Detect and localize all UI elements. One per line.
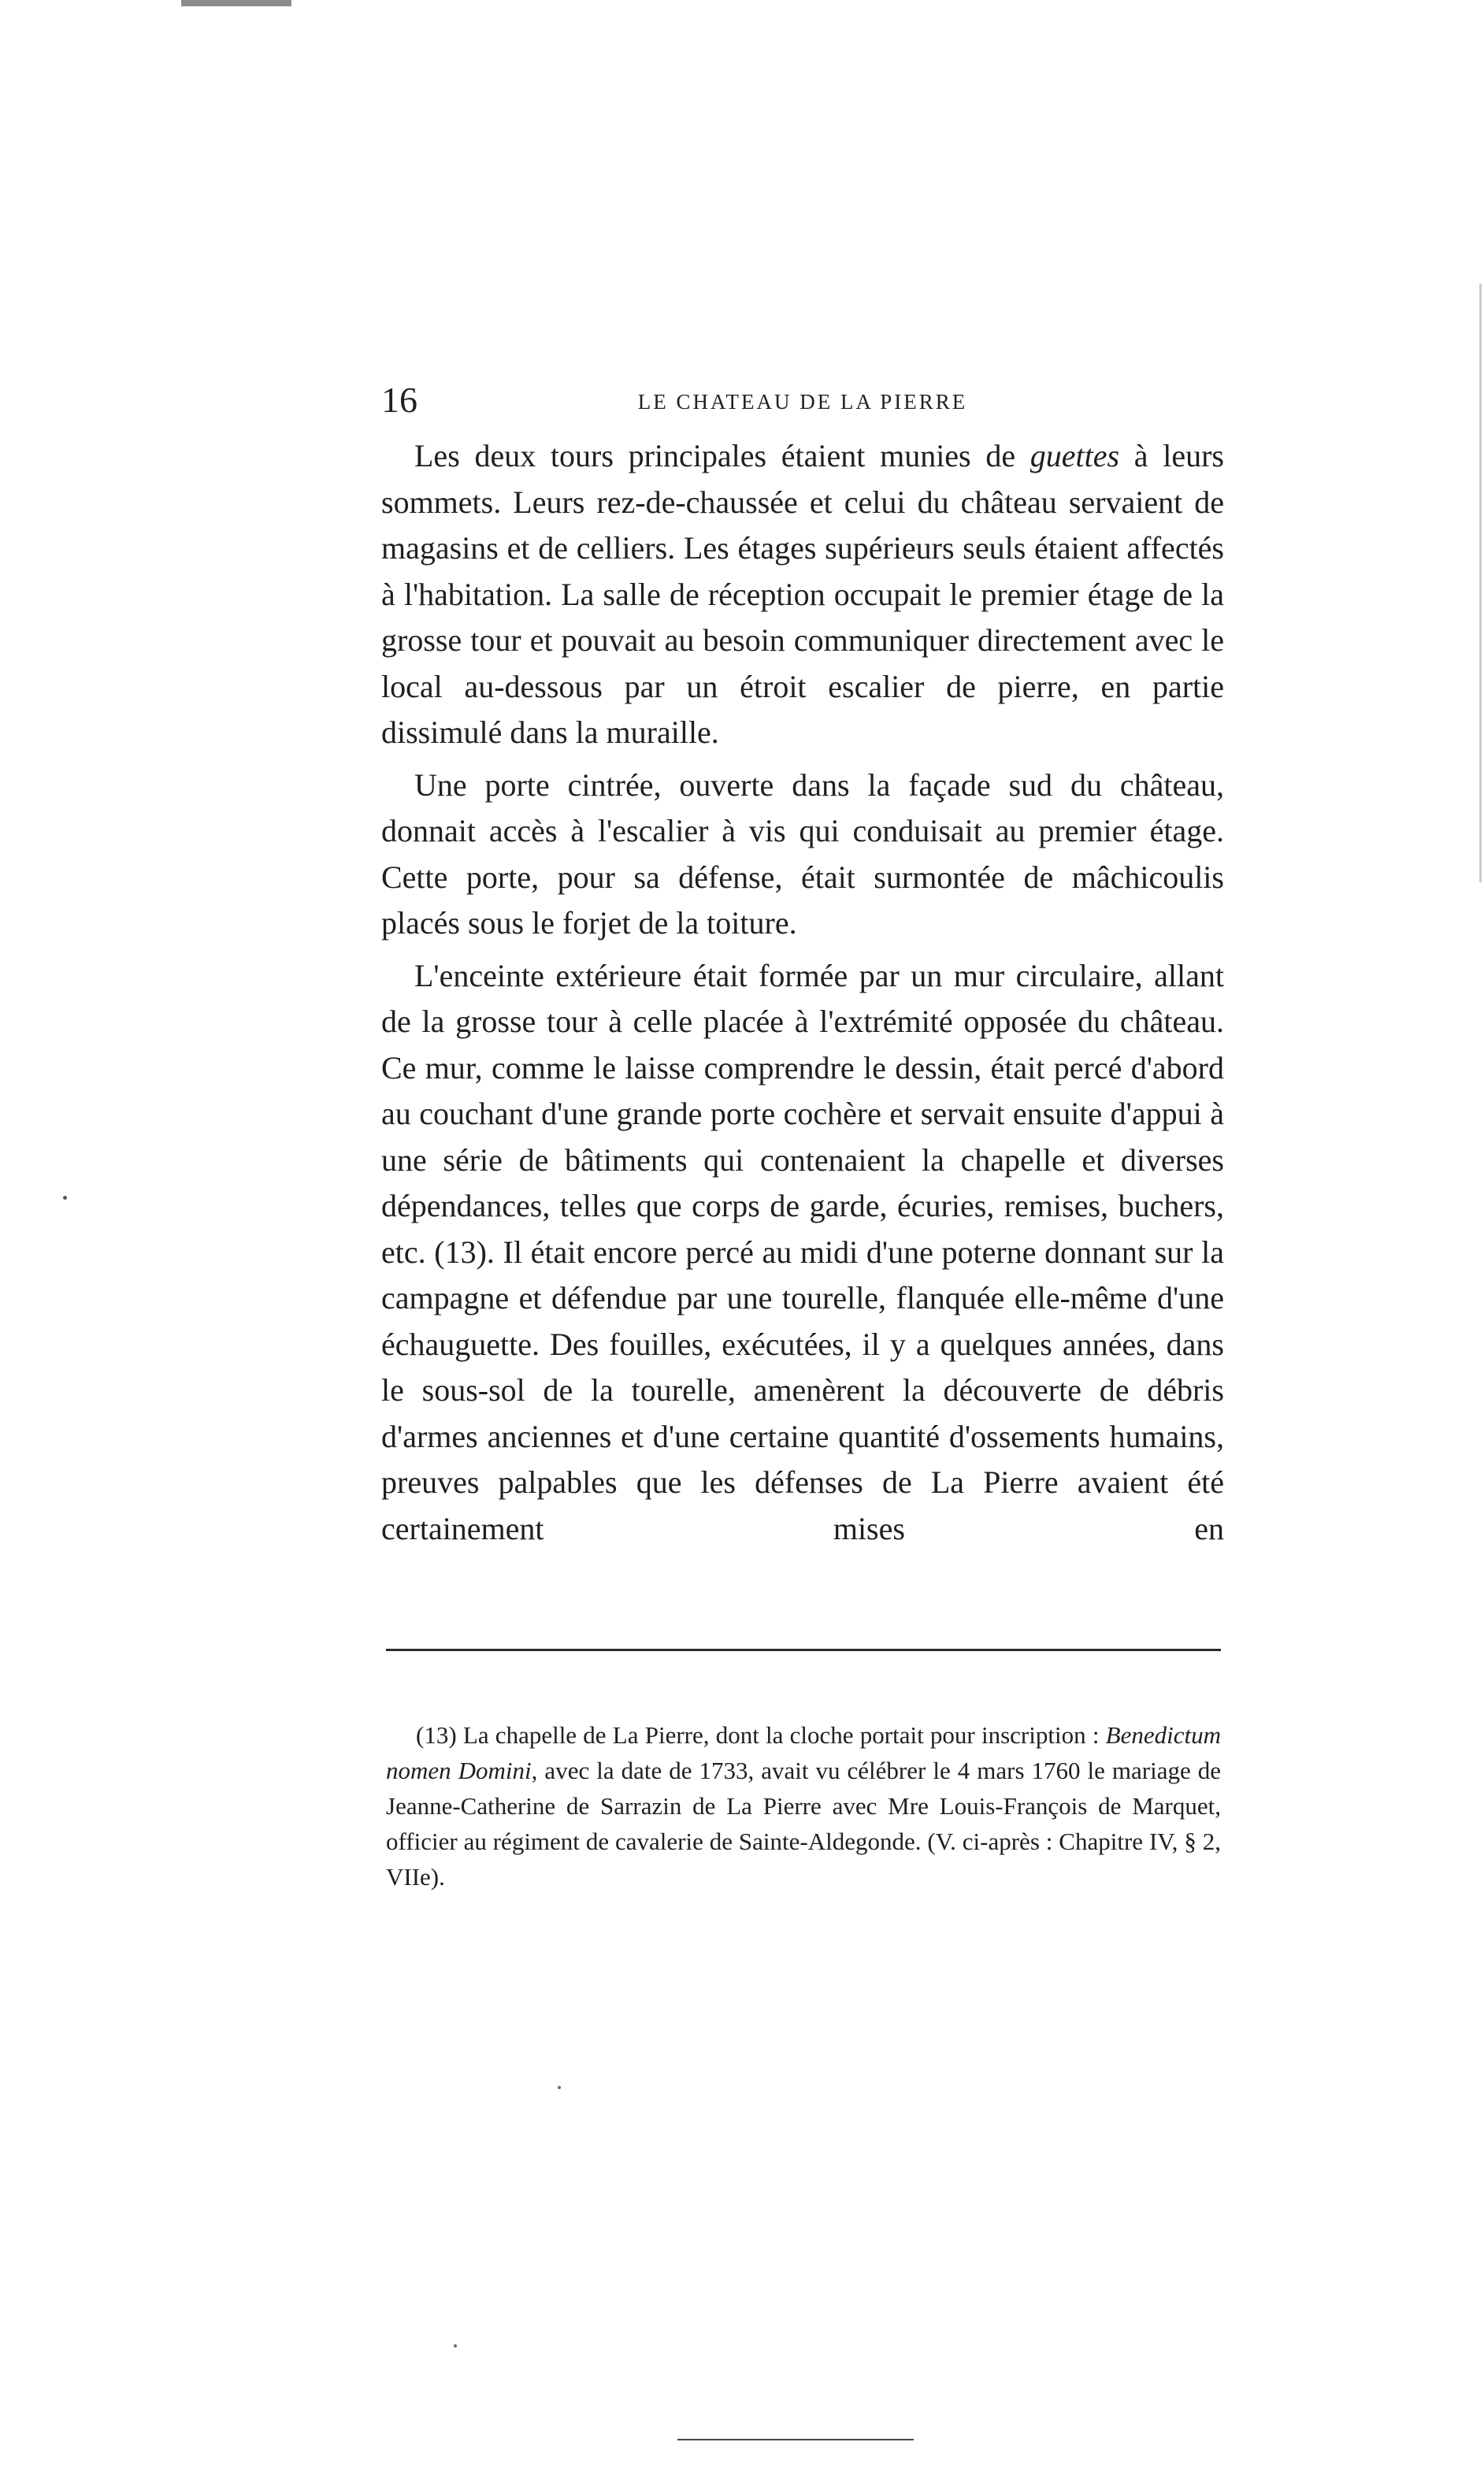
paragraph-towers [381,433,1224,756]
footnotes [386,1717,1221,1895]
italic-term: guettes [1030,438,1120,473]
scan-artifact-dot [558,2086,561,2089]
running-title: LE CHATEAU DE LA PIERRE [637,390,968,414]
paragraph-door: Une porte cintrée, ouverte dans la façade sud du château, donnait accès à l'escalier à vis qui conduisait au premier étage. Cette porte, pour sa défense, était surmontée de mâchicoulis placés sous le forjet de la toiture. [381,766,1224,941]
page-header [381,377,1224,424]
bottom-divider [677,2439,914,2440]
scan-artifact-top [181,0,291,6]
footnote-13 [386,1717,1221,1895]
scan-artifact-dot [454,2344,457,2347]
paragraph-text: Les deux tours principales étaient munies de [414,438,1030,473]
body-text [381,433,1224,1552]
footnote-divider [386,1649,1221,1651]
footnote-text: (13) La chapelle de La Pierre, dont la cloche portait pour inscription : [416,1721,1106,1749]
paragraph-text: à leurs sommets. Leurs rez-de-chaussée et celui du château servaient de magasins et de celliers. Les étages supérieurs seuls étaient affectés à l'habitation. La salle de réception occupait le premier étage de la grosse tour et pouvait au besoin communiquer directement avec le local au-dessous par un étroit escalier de pierre, en partie dissimulé dans la muraille. [381,438,1224,750]
scan-artifact-right-edge [1479,284,1482,882]
page-number: 16 [381,380,417,420]
paragraph-enclosure: L'enceinte extérieure était formée par un mur circulaire, allant de la grosse tour à celle placée à l'extrémité opposée du château. Ce mur, comme le laisse comprendre le dessin, était percé d'abord au couchant d'une grande porte cochère et servait ensuite d'appui à une série de bâtiments qui contenaient la chapelle et diverses dépendances, telles que corps de garde, écuries, remises, buchers, etc. (13). Il était encore percé au midi d'une poterne donnant sur la campagne et défendue par une tourelle, flanquée elle-même d'une échauguette. Des fouilles, exécutées, il y a quelques années, dans le sous-sol de la tourelle, amenèrent la découverte de débris d'armes anciennes et d'une certaine quantité d'ossements humains, preuves palpables que les défenses de La Pierre avaient été certainement mises en [381,957,1224,1546]
footnote-italic: Benedictum nomen Domini [386,1721,1221,1784]
footnote-text: , avec la date de 1733, avait vu célébrer le 4 mars 1760 le mariage de Jeanne-Catherine de Sarrazin de La Pierre avec Mre Louis-François de Marquet, officier au régiment de cavalerie de Sainte-Aldegonde. (V. ci-après : Chapitre IV, § 2, VIIe). [386,1757,1222,1891]
scan-artifact-dot [63,1196,67,1200]
